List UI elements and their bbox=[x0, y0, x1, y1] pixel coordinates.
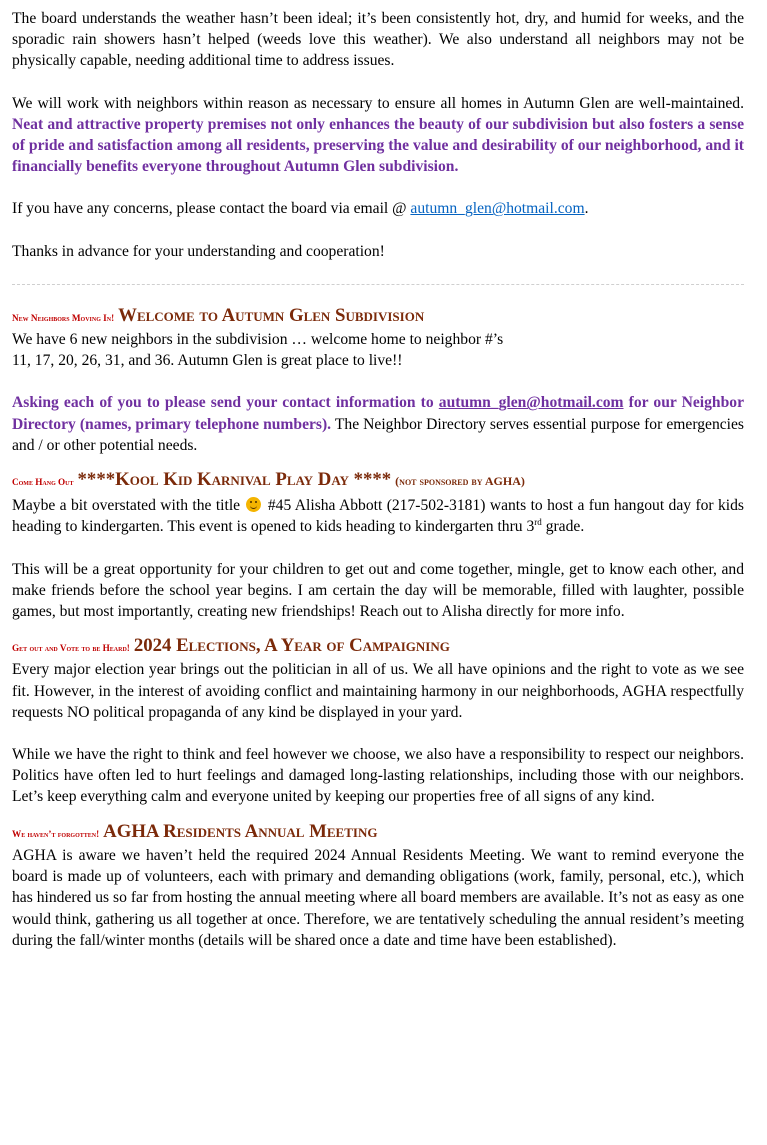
thanks-paragraph: Thanks in advance for your understanding and cooperation! bbox=[12, 242, 385, 260]
directory-email-link[interactable]: autumn_glen@hotmail.com bbox=[438, 394, 624, 412]
contact-period: . bbox=[584, 200, 589, 218]
elections-paragraph-1: Every major election year brings out the politician in all of us. We all have opinions and the right to vote as we see fit. However, in the interest of avoiding conflict and maintaining harmony in our neighborhoods, AGHA respectfully requests NO political propaganda of any kind be displayed in your yard. bbox=[12, 661, 744, 721]
maintenance-emphasis: Neat and attractive property premises not only enhances the beauty of our subdivision but also fosters a sense of pride and satisfaction among all residents, preserving the value and desirability of our neighborhood, and it financially benefits everyone throughout Autumn Glen subdivision. bbox=[12, 115, 744, 176]
ordinal-suffix: rd bbox=[534, 517, 542, 528]
section-divider bbox=[12, 284, 744, 285]
karnival-heading bbox=[12, 469, 744, 493]
welcome-heading bbox=[12, 305, 744, 329]
maintenance-paragraph bbox=[12, 93, 744, 178]
meeting-paragraph: AGHA is aware we haven’t held the required 2024 Annual Residents Meeting. We want to remind everyone the board is made up of volunteers, each with primary and demanding obligations (work, family, personal, etc.), which has hindered us so far from hosting the annual meeting where all board members are available. It’s not as easy as one would think, gathering us all together at once. Therefore, we are tentatively scheduling the annual resident’s meeting during the fall/winter months (details will be shared once a date and time have been established). bbox=[12, 846, 744, 949]
meeting-kicker: We haven’t forgotten! bbox=[12, 828, 100, 839]
directory-purpose: The Neighbor Directory serves essential purpose for emergencies and / or other potential needs. bbox=[12, 415, 744, 454]
elections-title: 2024 Elections, A Year of Campaigning bbox=[133, 635, 450, 657]
contact-text: If you have any concerns, please contact the board via email @ bbox=[12, 200, 407, 218]
weather-paragraph: The board understands the weather hasn’t been ideal; it’s been consistently hot, dry, and humid for weeks, and the sporadic rain showers hasn’t helped (weeds love this weather). We also understand all neighbors may not be physically capable, needing additional time to address issues. bbox=[12, 10, 744, 70]
meeting-heading bbox=[12, 821, 744, 845]
karnival-kicker: Come Hang Out bbox=[12, 477, 74, 488]
smiling-face-icon bbox=[246, 497, 261, 512]
meeting-title: AGHA Residents Annual Meeting bbox=[103, 820, 378, 842]
directory-request-detail: for our Neighbor Directory (names, primary telephone numbers). bbox=[12, 394, 744, 433]
elections-paragraph-2: While we have the right to think and feel however we choose, we also have a responsibility to respect our neighbors. Politics have often led to hurt feelings and damaged long-lasting relationships, including those with our neighbors. Let’s keep everything calm and everyone united by keeping our properties free of all signs of any kind. bbox=[12, 746, 744, 806]
contact-paragraph bbox=[12, 198, 744, 219]
karnival-paragraph-1 bbox=[12, 495, 744, 537]
directory-request: Asking each of you to please send your contact information to bbox=[12, 394, 434, 412]
karnival-paragraph-2: This will be a great opportunity for your children to get out and come together, mingle, get to know each other, and make friends before the school year begins. I am certain the day will be memorable, filled with laughter, possible games, but most importantly, creating new friendships! Reach out to Alisha directly for more info. bbox=[12, 560, 744, 621]
directory-paragraph bbox=[12, 392, 744, 456]
board-email-link[interactable]: autumn_glen@hotmail.com bbox=[410, 200, 585, 218]
karnival-sponsor-note: (not sponsored by AGHA) bbox=[395, 474, 525, 489]
newsletter-page bbox=[12, 0, 744, 951]
elections-heading bbox=[12, 635, 744, 659]
new-neighbors-line-2: 11, 17, 20, 26, 31, and 36. Autumn Glen is great place to live!! bbox=[12, 352, 403, 370]
elections-kicker: Get out and Vote to be Heard! bbox=[12, 643, 130, 654]
welcome-title: Welcome to Autumn Glen Subdivision bbox=[118, 304, 425, 326]
karnival-intro-text: Maybe a bit overstated with the title bbox=[12, 497, 241, 515]
karnival-grade-text: grade. bbox=[545, 518, 585, 536]
karnival-host-text: #45 Alisha Abbott (217-502-3181) wants to host a fun hangout day for kids heading to kindergarten. This event is opened to kids heading to kindergarten thru 3 bbox=[12, 497, 744, 536]
welcome-kicker: New Neighbors Moving In! bbox=[12, 312, 115, 323]
maintenance-text: We will work with neighbors within reason as necessary to ensure all homes in Autumn Glen are well-maintained. bbox=[12, 94, 744, 112]
new-neighbors-line-1: We have 6 new neighbors in the subdivision … welcome home to neighbor #’s bbox=[12, 331, 504, 349]
karnival-title: ****Kool Kid Karnival Play Day **** bbox=[77, 469, 392, 491]
